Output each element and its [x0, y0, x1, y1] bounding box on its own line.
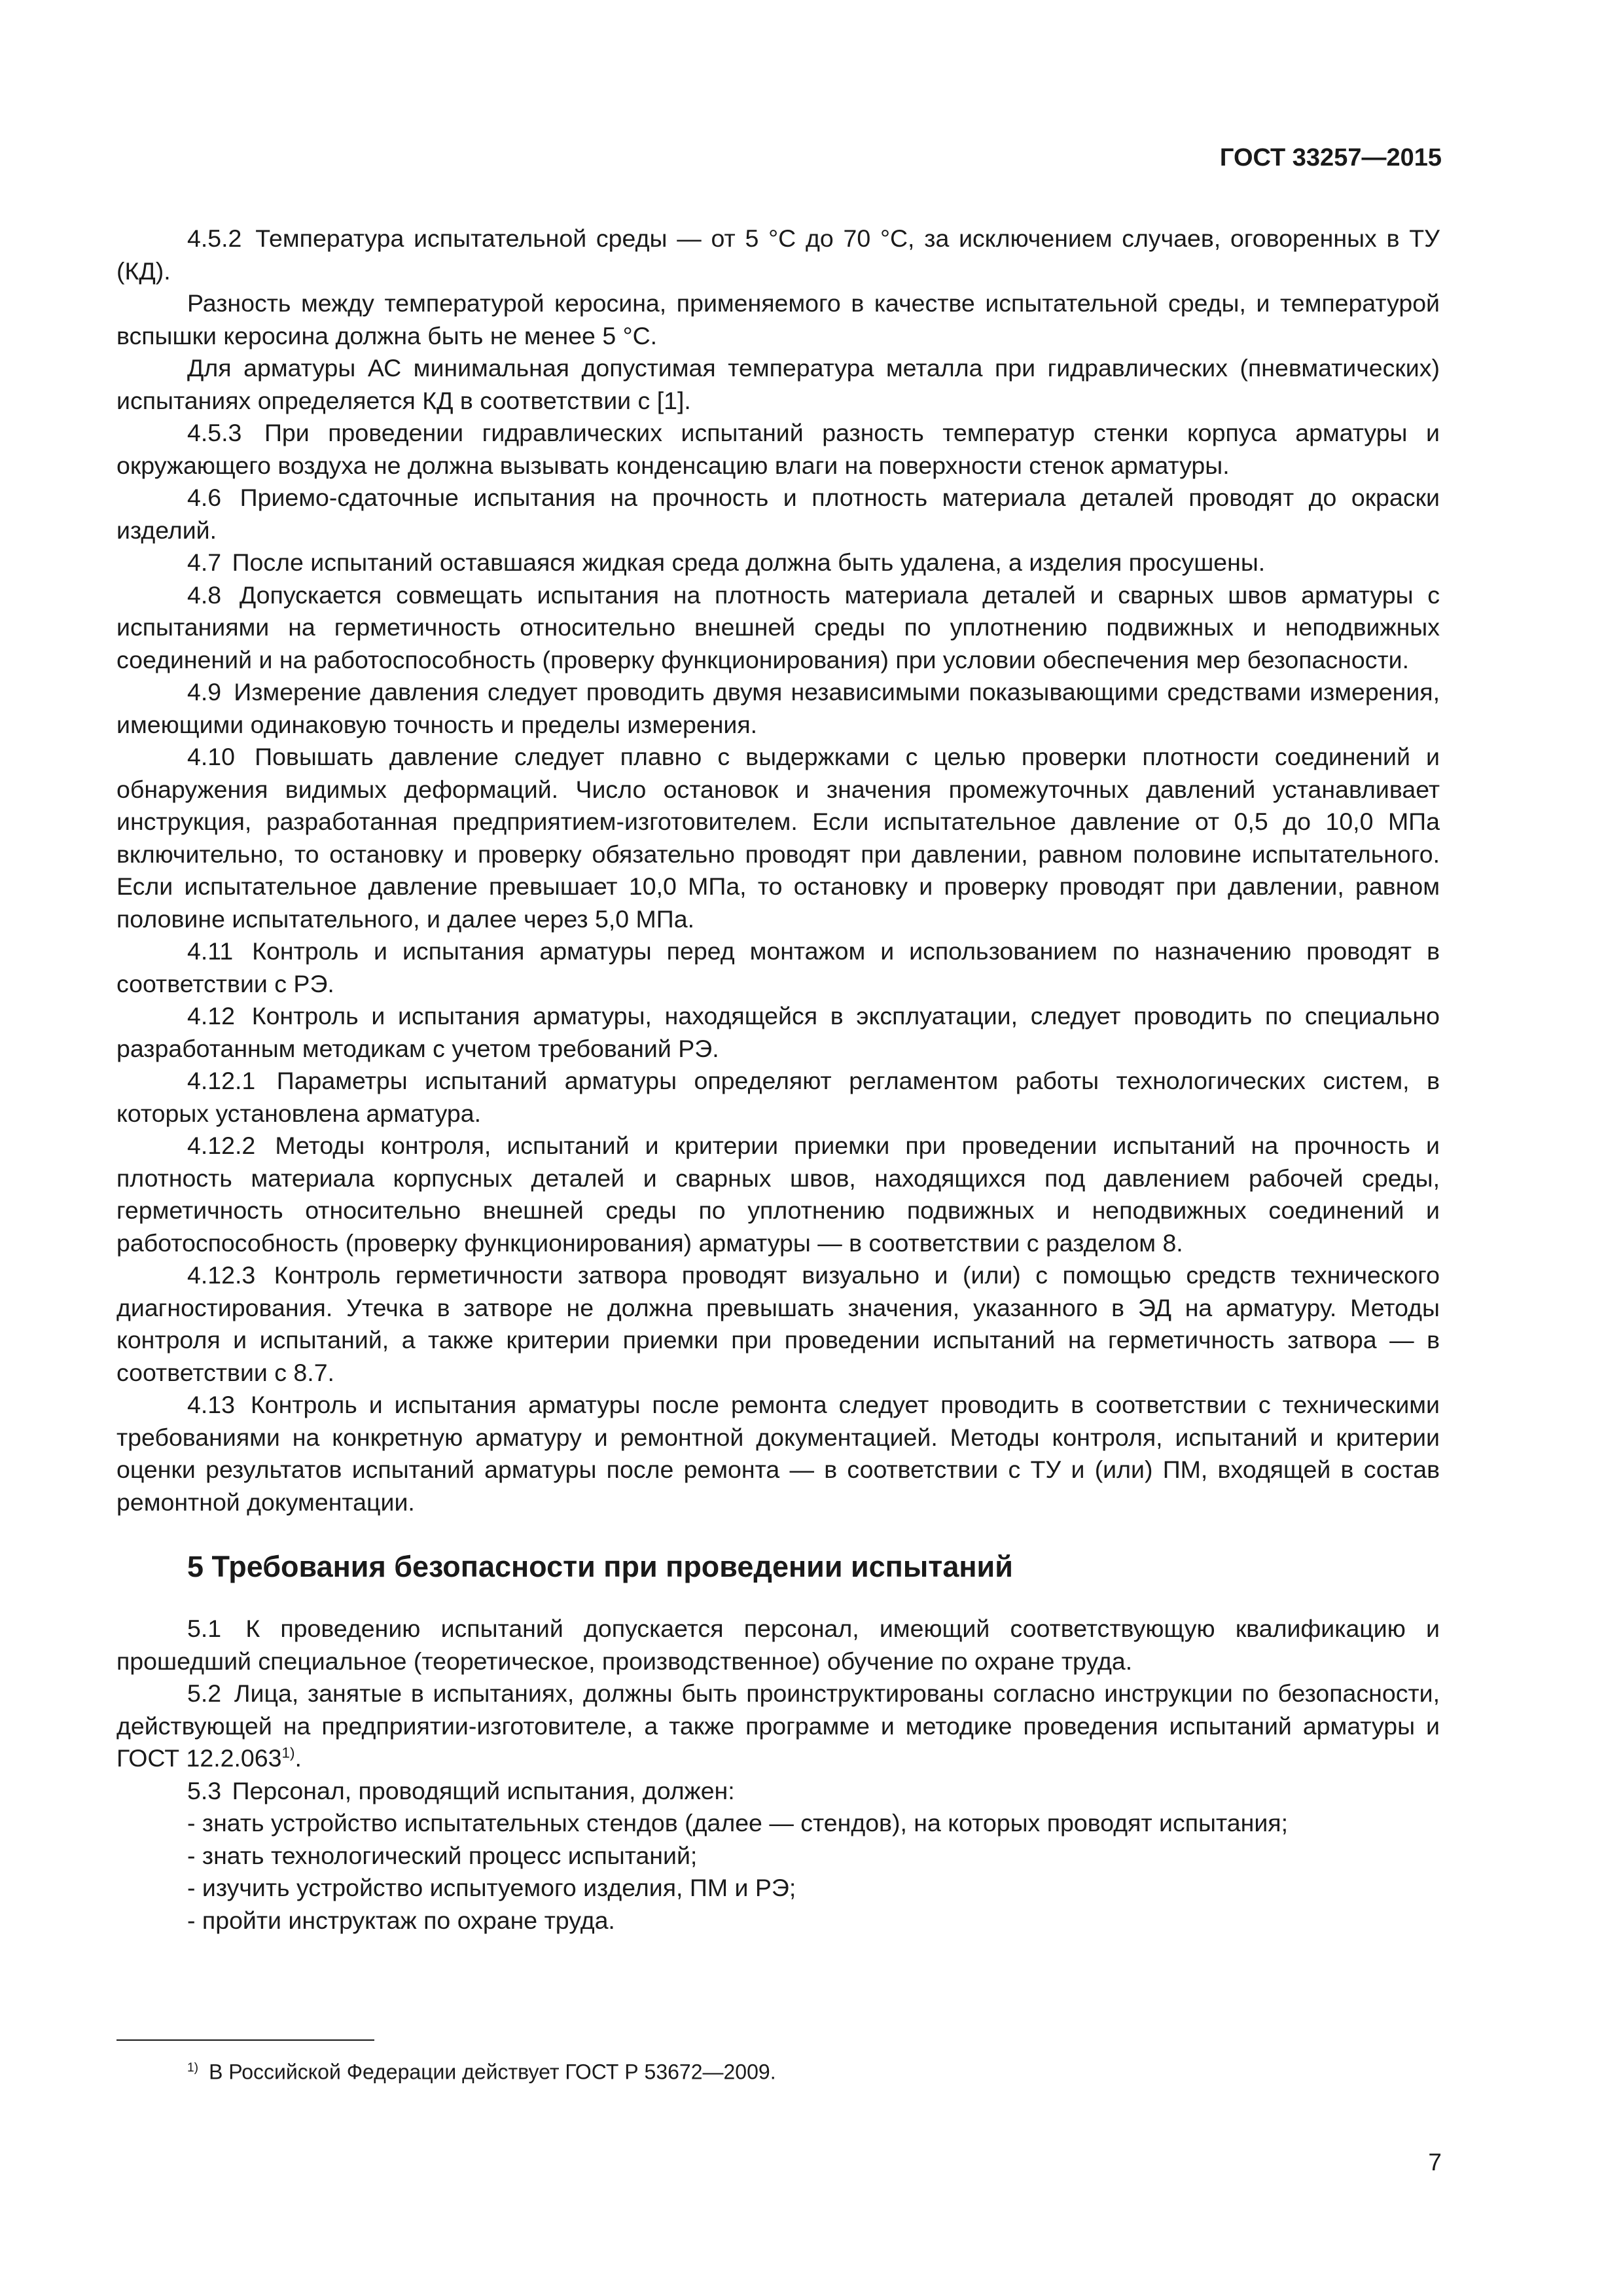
paragraph-end: . — [294, 1744, 302, 1772]
list-item: - знать технологический процесс испытаний; — [187, 1841, 698, 1869]
document-code-header: ГОСТ 33257—2015 — [1219, 144, 1442, 171]
list-item: - изучить устройство испытуемого изделия, ПМ и РЭ; — [187, 1874, 796, 1901]
paragraph-text: Контроль герметичности затвора проводят визуально и (или) с помощью средств технического диагностирования. Утечка в затворе не должна превышать значения, указанного в ЭД на арматуру. Методы контроля и испытаний, а также критерии приемки при проведении испытаний на герметичность затвора — в соответствии с 8.7. — [116, 1261, 1440, 1386]
paragraph-number: 5.1 — [187, 1615, 222, 1642]
paragraph-text: Контроль и испытания арматуры, находящейся в эксплуатации, следует проводить по специально разработанным методикам с учетом требований РЭ. — [116, 1002, 1440, 1062]
document-body — [116, 223, 1440, 1937]
paragraph-5-2 — [116, 1677, 1440, 1775]
paragraph-text: Повышать давление следует плавно с выдержками с целью проверки плотности соединений и обнаружения видимых деформаций. Число остановок и значения промежуточных давлений устанавливает инструкция, разработанная предприятием-изготовителем. Если испытательное давление от 0,5 до 10,0 МПа включительно, то остановку и проверку обязательно проводят при давлении, равном половине испытательного. Если испытательное давление превышает 10,0 МПа, то остановку и проверку проводят при давлении, равном половине испытательного, и далее через 5,0 МПа. — [116, 743, 1440, 933]
paragraph-text: Разность между температурой керосина, применяемого в качестве испытательной среды, и температурой вспышки керосина должна быть не менее 5 °С. — [116, 289, 1440, 350]
paragraph-number: 4.12.3 — [187, 1261, 256, 1289]
section-5-heading: 5 Требования безопасности при проведении испытаний — [187, 1550, 1013, 1583]
paragraph-text: При проведении гидравлических испытаний разность температур стенки корпуса арматуры и окружающего воздуха не должна вызывать конденсацию влаги на поверхности стенок арматуры. — [116, 419, 1440, 479]
paragraph-number: 4.6 — [187, 484, 222, 511]
section-4-paragraphs — [116, 223, 1440, 1518]
paragraph-text: После испытаний оставшаяся жидкая среда должна быть удалена, а изделия просушены. — [232, 548, 1266, 576]
footnote-reference[interactable]: 1) — [281, 1744, 295, 1761]
footnote-text: В Российской Федерации действует ГОСТ Р 53672—2009. — [209, 2060, 776, 2084]
paragraph-number: 4.5.2 — [187, 224, 242, 252]
paragraph-text: Лица, занятые в испытаниях, должны быть проинструктированы согласно инструкции по безопасности, действующей на предприятии-изготовителе, а также программе и методике проведения испытаний арматуры и ГОСТ 12.2.063 — [116, 1679, 1440, 1772]
footnote — [187, 2054, 776, 2087]
paragraph-text: Для арматуры АС минимальная допустимая температура металла при гидравлических (пневматических) испытаниях определяется КД в соответствии с [1]. — [116, 354, 1440, 414]
paragraph — [116, 482, 1440, 547]
list-item: - пройти инструктаж по охране труда. — [187, 1906, 615, 1934]
paragraph-number: 4.10 — [187, 743, 235, 770]
paragraph-number: 4.12.1 — [187, 1067, 256, 1094]
paragraph-text: К проведению испытаний допускается персонал, имеющий соответствующую квалификацию и прошедший специальное (теоретическое, производственное) обучение по охране труда. — [116, 1615, 1440, 1675]
paragraph-text: Контроль и испытания арматуры перед монтажом и использованием по назначению проводят в соответствии с РЭ. — [116, 937, 1440, 997]
paragraph — [116, 417, 1440, 482]
paragraph — [116, 1130, 1440, 1259]
paragraph-number: 5.3 — [187, 1776, 222, 1804]
paragraph-text: Параметры испытаний арматуры определяют регламентом работы технологических систем, в которых установлена арматура. — [116, 1067, 1440, 1127]
paragraph-5-3 — [116, 1775, 1440, 1808]
paragraph — [116, 352, 1440, 417]
paragraph-text: Контроль и испытания арматуры после ремонта следует проводить в соответствии с техническими требованиями на конкретную арматуру и ремонтной документацией. Методы контроля, испытаний и критерии оценки результатов испытаний арматуры после ремонта — в соответствии с ТУ и (или) ПМ, входящей в состав ремонтной документации. — [116, 1391, 1440, 1516]
paragraph-text: Приемо-сдаточные испытания на прочность и плотность материала деталей проводят до окраски изделий. — [116, 484, 1440, 544]
paragraph — [116, 1065, 1440, 1130]
paragraph-number: 4.7 — [187, 548, 222, 576]
page-number: 7 — [1428, 2149, 1442, 2176]
paragraph-text: Методы контроля, испытаний и критерии приемки при проведении испытаний на прочность и плотность материала корпусных деталей и сварных швов, находящихся под давлением рабочей среды, герметичность относительно внешней среды по уплотнению подвижных и неподвижных соединений и работоспособность (проверку функционирования) арматуры — в соответствии с разделом 8. — [116, 1132, 1440, 1257]
footnote-mark: 1) — [187, 2061, 199, 2075]
paragraph-text: Температура испытательной среды — от 5 °С до 70 °С, за исключением случаев, оговоренных в ТУ (КД). — [116, 224, 1440, 285]
paragraph-text: Измерение давления следует проводить двумя независимыми показывающими средствами измерения, имеющими одинаковую точность и пределы измерения. — [116, 678, 1440, 738]
paragraph-number: 4.8 — [187, 581, 222, 609]
paragraph-number: 4.11 — [187, 937, 234, 965]
paragraph — [116, 1259, 1440, 1389]
list-item: - знать устройство испытательных стендов (далее — стендов), на которых проводят испытания; — [187, 1809, 1289, 1837]
paragraph-number: 4.12 — [187, 1002, 235, 1030]
paragraph-number: 4.5.3 — [187, 419, 242, 446]
paragraph — [116, 741, 1440, 935]
paragraph-number: 5.2 — [187, 1679, 222, 1707]
paragraph-number: 4.13 — [187, 1391, 235, 1418]
paragraph-number: 4.9 — [187, 678, 222, 706]
paragraph-text: Персонал, проводящий испытания, должен: — [232, 1776, 735, 1804]
paragraph-5-1 — [116, 1613, 1440, 1677]
paragraph — [116, 1389, 1440, 1518]
footnote-separator — [116, 2039, 374, 2041]
paragraph-number: 4.12.2 — [187, 1132, 256, 1159]
paragraph — [116, 287, 1440, 352]
paragraph — [116, 676, 1440, 741]
paragraph — [116, 1000, 1440, 1065]
paragraph — [116, 579, 1440, 677]
paragraph — [116, 223, 1440, 287]
paragraph — [116, 547, 1440, 579]
paragraph-text: Допускается совмещать испытания на плотность материала деталей и сварных швов арматуры с испытаниями на герметичность относительно внешней среды по уплотнению подвижных и неподвижных соединений и на работоспособность (проверку функционирования) при условии обеспечения мер безопасности. — [116, 581, 1440, 673]
paragraph — [116, 935, 1440, 1000]
